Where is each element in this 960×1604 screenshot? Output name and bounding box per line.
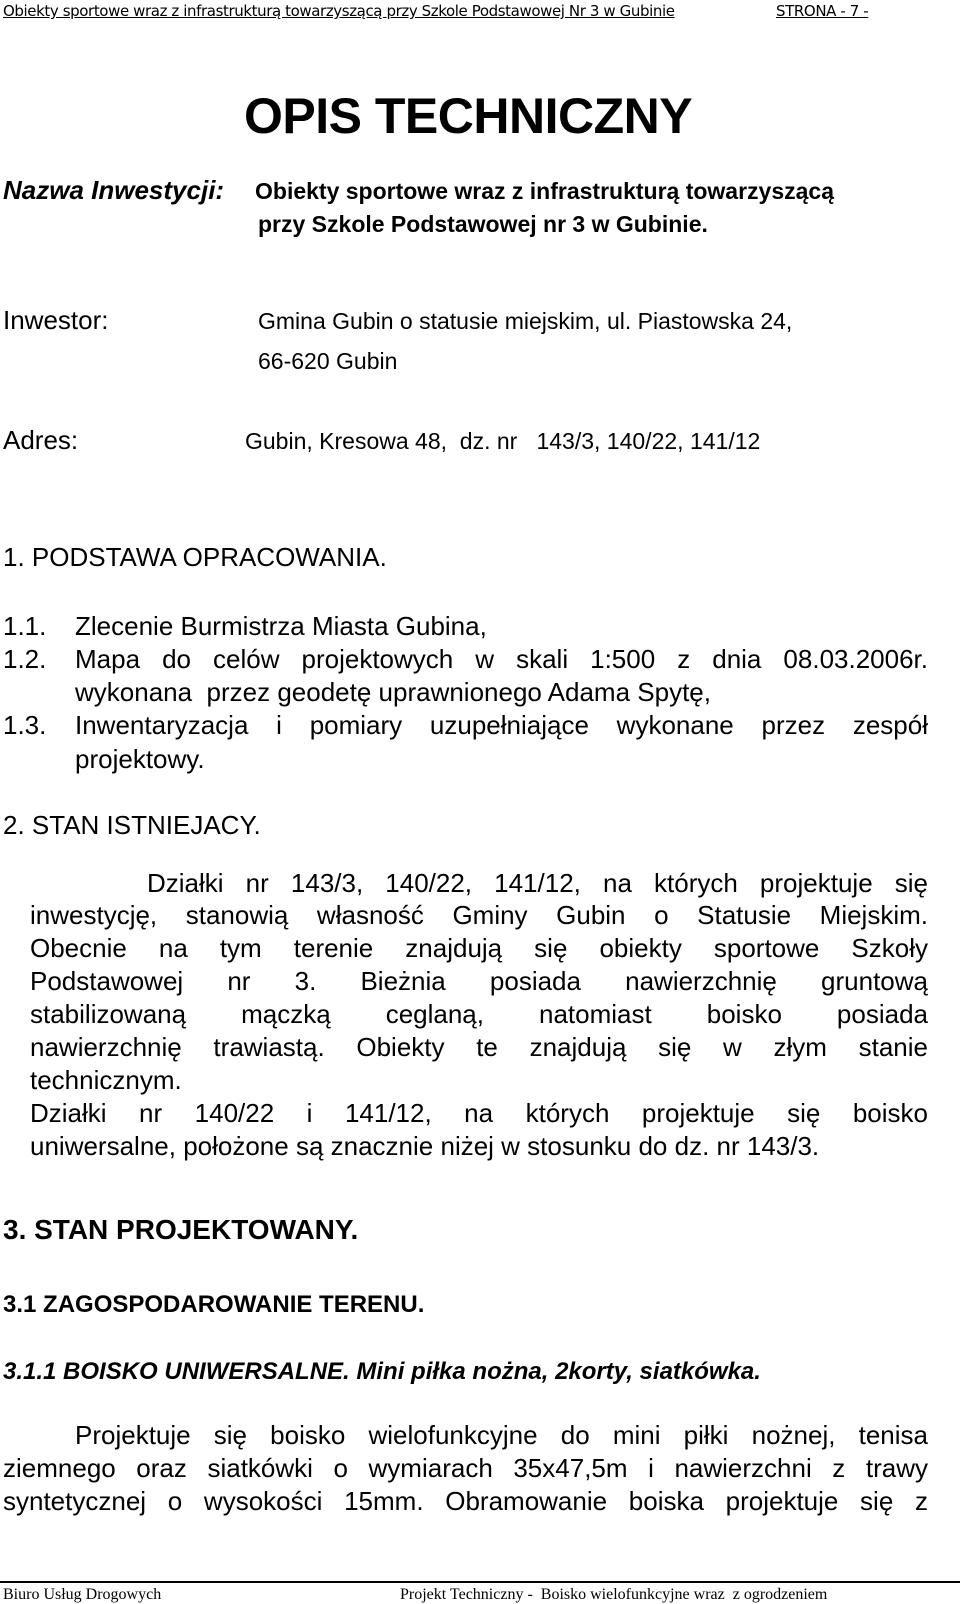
item-text: projektowy. [75, 744, 205, 774]
section3-1-1-heading: 3.1.1 BOISKO UNIWERSALNE. Mini piłka nożna, 2korty, siatkówka. [3, 1358, 761, 1385]
section3-1-heading: 3.1 ZAGOSPODAROWANIE TERENU. [3, 1291, 425, 1318]
investor-label: Inwestor: [3, 305, 109, 335]
paragraph-line: nawierzchnię trawiastą. Obiekty te znajdują się w złym stanie [30, 1032, 928, 1062]
paragraph-line: Działki nr 143/3, 140/22, 141/12, na których projektuje się [147, 868, 928, 898]
address-value: Gubin, Kresowa 48, dz. nr 143/3, 140/22, 141/12 [245, 428, 761, 454]
item-text: Mapa do celów projektowych w skali 1:500 z dnia 08.03.2006r. [75, 644, 928, 674]
investor-line1: Gmina Gubin o statusie miejskim, ul. Piastowska 24, [258, 308, 793, 334]
paragraph-line: stabilizowaną mączką ceglaną, natomiast boisko posiada [30, 999, 928, 1029]
investment-line2: przy Szkole Podstawowej nr 3 w Gubinie. [258, 211, 708, 237]
item-number: 1.1. [3, 611, 47, 641]
paragraph-line: Działki nr 140/22 i 141/12, na których projektuje się boisko [30, 1098, 928, 1128]
item-number: 1.3. [3, 710, 47, 740]
footer-rule [0, 1581, 960, 1583]
section1-heading: 1. PODSTAWA OPRACOWANIA. [3, 542, 387, 572]
investment-line1: Obiekty sportowe wraz z infrastrukturą towarzyszącą [255, 178, 835, 204]
section2-heading: 2. STAN ISTNIEJACY. [3, 810, 261, 840]
footer-right: Projekt Techniczny - Boisko wielofunkcyjne wraz z ogrodzeniem [400, 1586, 828, 1603]
page-number: STRONA - 7 - [776, 2, 869, 20]
item-number: 1.2. [3, 644, 47, 674]
investor-line2: 66-620 Gubin [258, 348, 398, 374]
item-text: Inwentaryzacja i pomiary uzupełniające wykonane przez zespół [75, 710, 928, 740]
paragraph-line: Projektuje się boisko wielofunkcyjne do mini piłki nożnej, tenisa [75, 1420, 928, 1450]
address-label: Adres: [3, 425, 79, 455]
paragraph-line: technicznym. [30, 1065, 182, 1095]
paragraph-line: Obecnie na tym terenie znajdują się obiekty sportowe Szkoły [30, 933, 928, 963]
paragraph-line: Podstawowej nr 3. Bieżnia posiada nawierzchnię gruntową [30, 966, 928, 996]
document-title: OPIS TECHNICZNY [244, 88, 693, 144]
paragraph-line: uniwersalne, położone są znacznie niżej w stosunku do dz. nr 143/3. [30, 1131, 820, 1161]
item-text: wykonana przez geodetę uprawnionego Adama Spytę, [75, 677, 711, 707]
investment-label: Nazwa Inwestycji: [3, 175, 225, 205]
header-title: Obiekty sportowe wraz z infrastrukturą towarzyszącą przy Szkole Podstawowej Nr 3 w Gubinie [3, 2, 675, 20]
paragraph-line: syntetycznej o wysokości 15mm. Obramowanie boiska projektuje się z [3, 1486, 928, 1516]
paragraph-line: ziemnego oraz siatkówki o wymiarach 35x47,5m i nawierzchni z trawy [3, 1453, 928, 1483]
footer-left: Biuro Usług Drogowych [3, 1586, 162, 1603]
item-text: Zlecenie Burmistrza Miasta Gubina, [75, 611, 487, 641]
section3-heading: 3. STAN PROJEKTOWANY. [3, 1214, 359, 1245]
paragraph-line: inwestycję, stanowią własność Gminy Gubin o Statusie Miejskim. [30, 900, 928, 930]
